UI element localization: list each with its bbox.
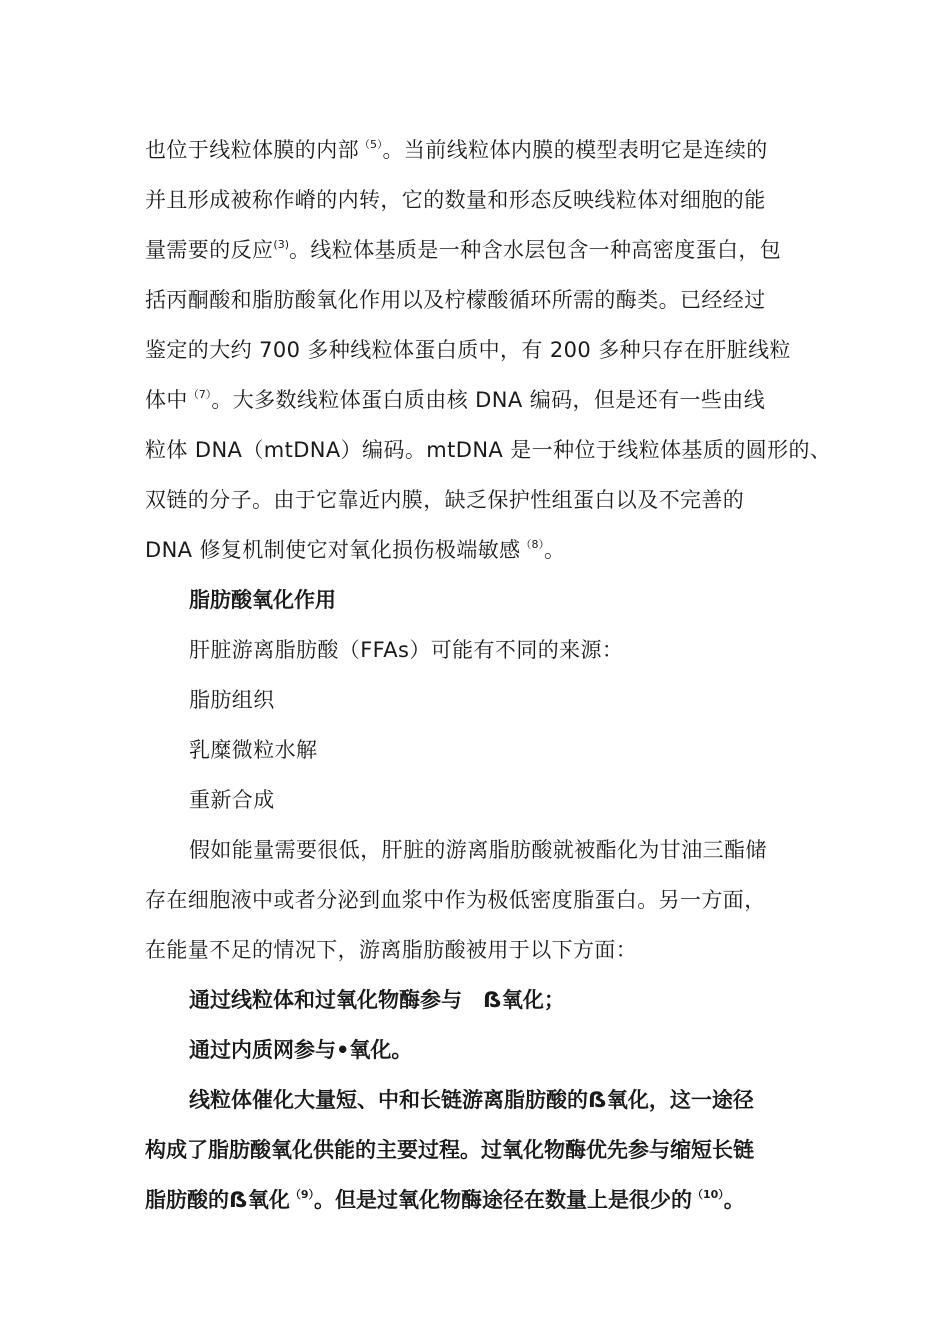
paragraph-line (145, 1185, 745, 1215)
citation-ref: （7） (187, 388, 212, 401)
paragraph-line (145, 235, 781, 265)
paragraph-line: 存在细胞液中或者分泌到血浆中作为极低密度脂蛋白。另一方面， (145, 888, 766, 912)
paragraph-line (145, 385, 765, 415)
paragraph-line: 在能量不足的情况下，游离脂肪酸被用于以下方面： (145, 938, 638, 962)
text-run: 。但是过氧化物酶途径在数量上是很少的 (313, 1188, 692, 1212)
paragraph-line (145, 535, 565, 565)
text-run: DNA 修复机制使它对氧化损伤极端敏感 (145, 538, 521, 562)
section-heading: 脂肪酸氧化作用 (189, 588, 336, 612)
text-run: 。 (723, 1188, 745, 1212)
citation-ref: （9） (289, 1188, 314, 1201)
paragraph-line: 并且形成被称作嵴的内转，它的数量和形态反映线粒体对细胞的能 (145, 188, 766, 212)
text-run: 脂肪酸的ẞ氧化 (145, 1188, 290, 1212)
paragraph-line: 线粒体催化大量短、中和长链游离脂肪酸的ẞ氧化，这一途径 (189, 1088, 754, 1112)
text-run: 体中 (145, 388, 188, 412)
list-item: 脂肪组织 (189, 688, 275, 712)
citation-ref: （5） (359, 138, 383, 151)
paragraph-line (145, 135, 768, 165)
text-run: 也位于线粒体膜的内部 (145, 138, 359, 162)
text-run: 量需要的反应 (145, 238, 274, 262)
text-run: 。 (544, 538, 566, 562)
citation-ref: (3) (273, 238, 289, 251)
paragraph-line: 括丙酮酸和脂肪酸氧化作用以及柠檬酸循环所需的酶类。已经经过 (145, 288, 766, 312)
text-run: 。大多数线粒体蛋白质由核 DNA 编码，但是还有一些由线 (211, 388, 766, 412)
paragraph-line: 鉴定的大约 700 多种线粒体蛋白质中，有 200 多种只存在肝脏线粒 (145, 338, 791, 362)
paragraph-line: 双链的分子。由于它靠近内膜，缺乏保护性组蛋白以及不完善的 (145, 488, 745, 512)
text-run: 。线粒体基质是一种含水层包含一种高密度蛋白，包 (289, 238, 782, 262)
paragraph-line: 肝脏游离脂肪酸（FFAs）可能有不同的来源： (189, 638, 624, 662)
paragraph-line: 假如能量需要很低，肝脏的游离脂肪酸就被酯化为甘油三酯储 (189, 838, 767, 862)
list-item: 重新合成 (189, 788, 275, 812)
text-run: 。当前线粒体内膜的模型表明它是连续的 (382, 138, 768, 162)
paragraph-line: 粒体 DNA（mtDNA）编码。mtDNA 是一种位于线粒体基质的圆形的、 (145, 438, 832, 462)
list-item: 乳糜微粒水解 (189, 738, 318, 762)
citation-ref: （8） (520, 538, 545, 551)
list-item: 通过线粒体和过氧化物酶参与 ẞ氧化； (189, 988, 565, 1012)
paragraph-line: 构成了脂肪酸氧化供能的主要过程。过氧化物酶优先参与缩短长链 (145, 1138, 754, 1162)
citation-ref: （10） (691, 1188, 724, 1201)
list-item: 通过内质网参与•氧化。 (189, 1038, 413, 1062)
